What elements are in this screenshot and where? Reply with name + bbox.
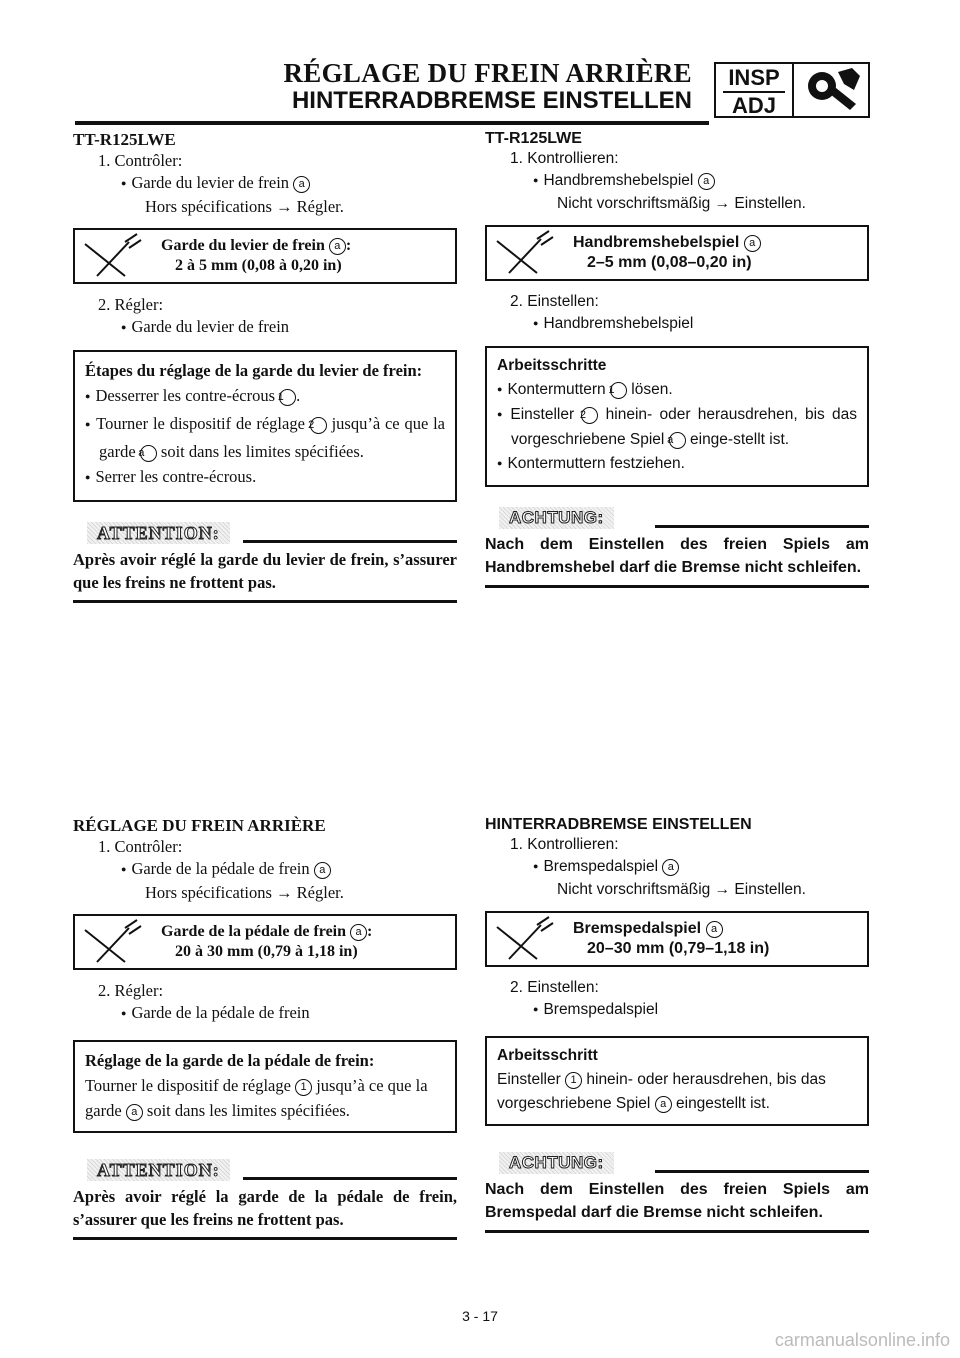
fr-top-item2: ● Garde du levier de frein (73, 316, 457, 340)
de-bottom-step2: 2. Einstellen: (510, 979, 599, 996)
watermark: carmanualsonline.info (774, 1330, 950, 1350)
de-top-warn-label: ACHTUNG: (499, 507, 614, 529)
fr-bottom-box-title: Réglage de la garde de la pédale de frein: (85, 1051, 375, 1070)
de-bottom-box-title: Arbeitsschritt (497, 1047, 598, 1064)
de-top-step2: 2. Einstellen: (510, 293, 599, 310)
fr-bottom-box-text: Tourner le dispositif de réglage 1 jusqu’à ce que la garde a soit dans les limites spécifiées. (85, 1076, 428, 1120)
de-bottom-item1: ● Bremspedalspiel a (485, 856, 869, 879)
fr-top-box-l2: ● Tourner le dispositif de réglage 2 jusqu’à ce que la garde a soit dans les limites spécifiées. (85, 411, 445, 464)
de-bottom-spec-label: Bremspedalspiel (573, 920, 702, 937)
fr-bottom-spec-label: Garde de la pédale de frein (161, 923, 347, 940)
fr-top-spec-label: Garde du levier de frein (161, 237, 325, 254)
de-top-procedure-box (485, 346, 869, 487)
fr-bottom-item1-note: Hors spécifications → Régler. (145, 883, 344, 902)
fr-top-step1: 1. Contrôler: (98, 151, 183, 170)
caliper-icon (77, 232, 147, 282)
fr-bottom-warn-text: Après avoir réglé la garde de la pédale de frein, s’assurer que les freins ne frottent pas. (73, 1185, 457, 1240)
badge-adj: ADJ (731, 93, 776, 118)
de-top-step1: 1. Kontrollieren: (510, 150, 619, 167)
fr-bottom-item2: ● Garde de la pédale de frein (73, 1002, 457, 1026)
fr-top-box-l3: ● Serrer les contre-écrous. (85, 464, 445, 492)
fr-top-box-l1: ● Desserrer les contre-écrous 1 . (85, 383, 445, 411)
fr-top-spec-value: 2 à 5 mm (0,08 à 0,20 in) (175, 257, 342, 274)
de-bottom-heading: HINTERRADBREMSE EINSTELLEN (485, 816, 752, 833)
fr-bottom-spec-value: 20 à 30 mm (0,79 à 1,18 in) (175, 943, 358, 960)
de-top-box-l3: ● Kontermuttern festziehen. (497, 452, 857, 477)
fr-top-box-title: Étapes du réglage de la garde du levier de frein: (85, 361, 423, 380)
header-rule (75, 121, 709, 125)
de-top-box-l2: ● Einsteller 2 hinein- oder herausdrehen, bis das vorgeschriebene Spiel a einge-stellt ist. (497, 403, 857, 452)
de-bottom-spec-value: 20–30 mm (0,79–1,18 in) (587, 940, 770, 957)
fr-top-step2: 2. Régler: (98, 295, 164, 314)
fr-bottom-warning-header (73, 1159, 457, 1183)
de-top-item1-note: Nicht vorschriftsmäßig → Einstellen. (557, 195, 806, 212)
title-fr: RÉGLAGE DU FREIN ARRIÈRE (283, 58, 692, 88)
de-bottom-item1-note: Nicht vorschriftsmäßig → Einstellen. (557, 881, 806, 898)
caliper-icon (77, 918, 147, 968)
de-top-warn-text: Nach dem Einstellen des freien Spiels am Handbremshebel darf die Bremse nicht schleifen. (485, 533, 869, 588)
de-top-heading: TT-R125LWE (485, 130, 582, 147)
de-bottom-warning-header (485, 1152, 869, 1176)
fr-bottom-warn-label: ATTENTION: (87, 1159, 230, 1181)
title-de: HINTERRADBREMSE EINSTELLEN (291, 87, 692, 114)
de-bottom-box-text: Einsteller 1 hinein- oder herausdrehen, bis das vorgeschriebene Spiel a eingestellt ist. (497, 1071, 826, 1112)
wrench-tool-icon (794, 64, 868, 116)
fr-bottom-item1: ● Garde de la pédale de frein a (73, 858, 457, 882)
de-top-spec-value: 2–5 mm (0,08–0,20 in) (587, 254, 752, 271)
de-top-box-l1: ● Kontermuttern 1 lösen. (497, 378, 857, 403)
section-badge (714, 62, 870, 118)
fr-top-warn-label: ATTENTION: (87, 522, 230, 544)
de-bottom-warn-text: Nach dem Einstellen des freien Spiels am Bremspedal darf die Bremse nicht schleifen. (485, 1178, 869, 1233)
fr-top-warn-text: Après avoir réglé la garde du levier de frein, s’assurer que les freins ne frottent pas. (73, 548, 457, 603)
page-number: 3 - 17 (462, 1308, 498, 1324)
de-top-item1: ● Handbremshebelspiel a (485, 170, 869, 193)
fr-bottom-step1: 1. Contrôler: (98, 837, 183, 856)
fr-top-spec-box: Garde du levier de frein a : 2 à 5 mm (0,08 à 0,20 in) (73, 228, 457, 284)
caliper-icon (489, 229, 559, 279)
de-top-spec-box: Handbremshebelspiel a 2–5 mm (0,08–0,20 in) (485, 225, 869, 281)
fr-top-warning-header (73, 522, 457, 546)
de-top-box-title: Arbeitsschritte (497, 357, 607, 374)
de-bottom-spec-box: Bremspedalspiel a 20–30 mm (0,79–1,18 in) (485, 911, 869, 967)
de-top-section (485, 130, 869, 588)
de-bottom-section (485, 816, 869, 1233)
fr-top-procedure-box (73, 350, 457, 502)
fr-bottom-procedure-box (73, 1040, 457, 1133)
caliper-icon (489, 915, 559, 965)
fr-top-heading: TT-R125LWE (73, 130, 176, 149)
de-bottom-step1: 1. Kontrollieren: (510, 836, 619, 853)
de-bottom-procedure-box (485, 1036, 869, 1126)
fr-top-item1-note: Hors spécifications → Régler. (145, 197, 344, 216)
fr-bottom-step2: 2. Régler: (98, 981, 164, 1000)
de-top-item2: ● Handbremshebelspiel (485, 313, 869, 336)
badge-insp: INSP (728, 65, 780, 90)
fr-bottom-section (73, 816, 457, 1240)
fr-top-section (73, 130, 457, 603)
de-top-spec-label: Handbremshebelspiel (573, 234, 740, 251)
de-top-warning-header (485, 507, 869, 531)
de-bottom-item2: ● Bremspedalspiel (485, 999, 869, 1022)
fr-bottom-heading: RÉGLAGE DU FREIN ARRIÈRE (73, 816, 326, 835)
fr-bottom-spec-box: Garde de la pédale de frein a : 20 à 30 mm (0,79 à 1,18 in) (73, 914, 457, 970)
de-bottom-warn-label: ACHTUNG: (499, 1152, 614, 1174)
fr-top-item1: ● Garde du levier de frein a (73, 172, 457, 196)
